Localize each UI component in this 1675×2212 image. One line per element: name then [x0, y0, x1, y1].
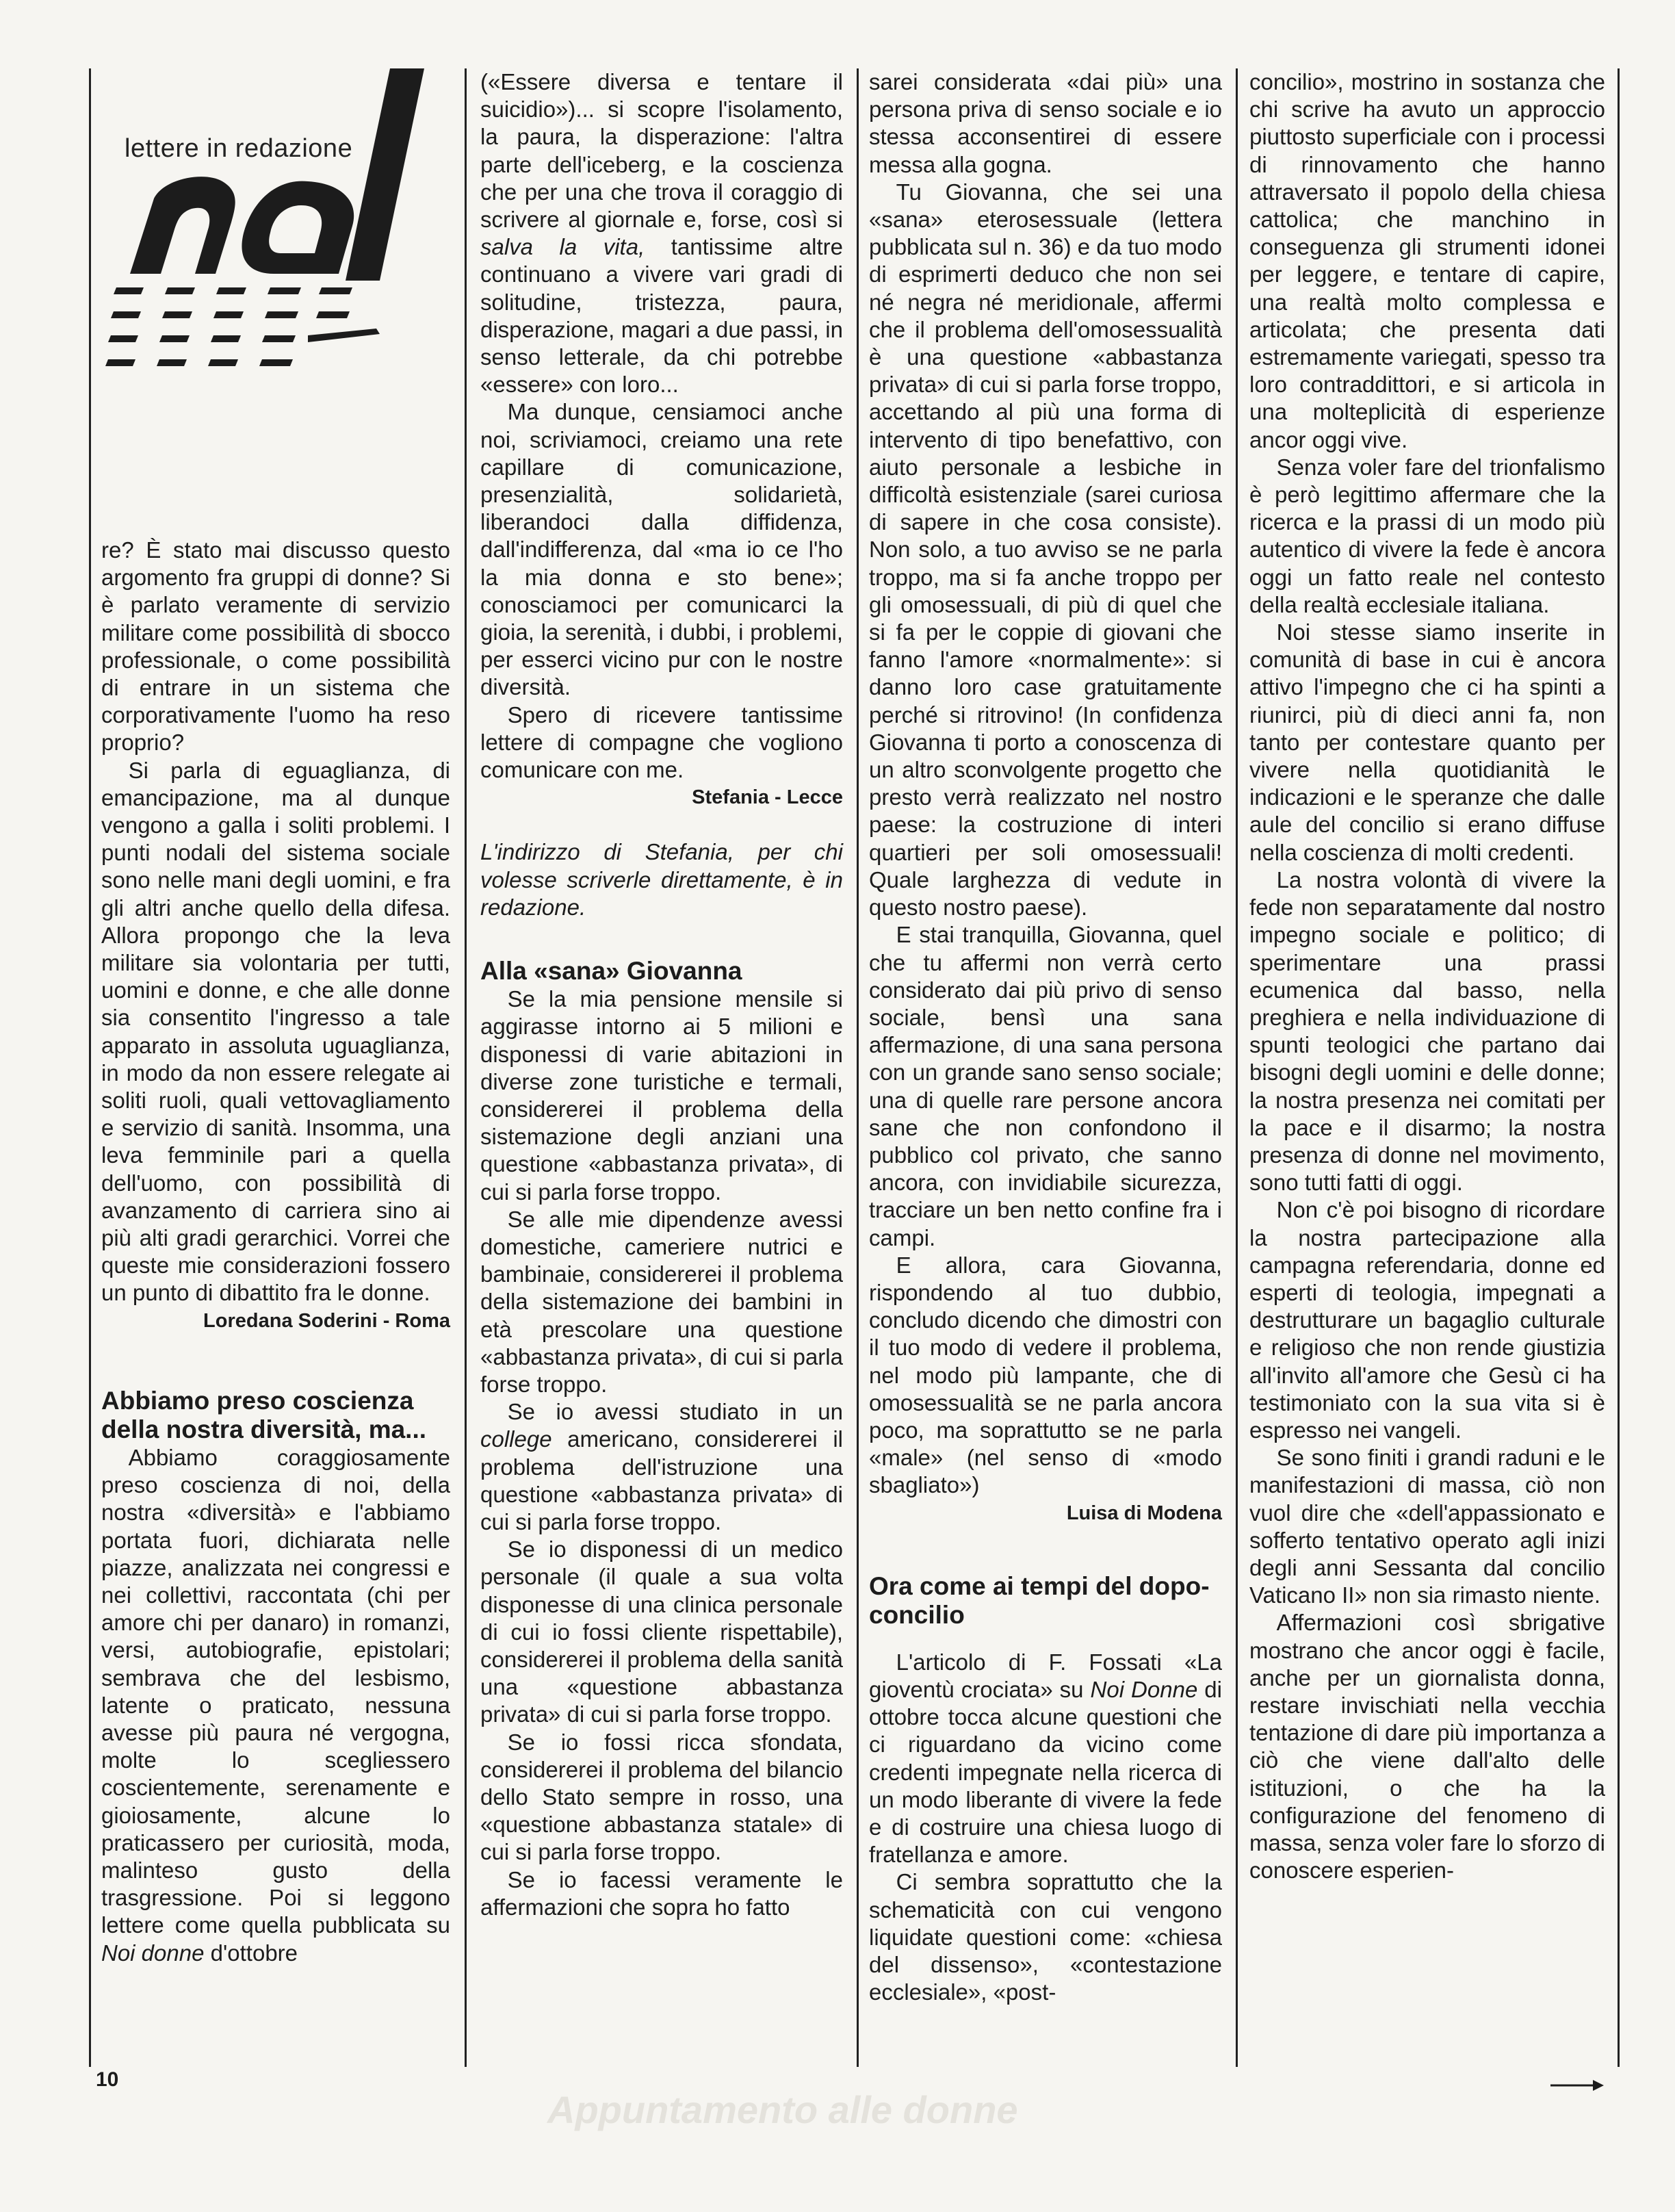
letter3-text: Se io fossi ricca sfondata, considererei il problema del bilancio dello Stato sempre in rosso, una «questione abbastanza statale» di cui si parla forse troppo. — [480, 1729, 843, 1865]
section-logo — [103, 68, 424, 390]
letter3-text: Se io facessi veramente le affermazioni che sopra ho fatto — [480, 1866, 843, 1920]
column-2 — [480, 68, 843, 1921]
editor-note: L'indirizzo di Stefania, per chi volesse scriverle direttamente, è in redazione. — [480, 839, 843, 920]
letter4-text: Affermazioni così sbrigative mostrano che ancor oggi è facile, anche per un giornalista donna, restare invischiati nella vecchia tentazione di dare più importanza a ciò che viene dall'alto delle istituzioni, o che ha la configurazione del fenomeno di massa, senza voler fare lo sforzo di conoscere esperien- — [1249, 1610, 1605, 1883]
letter4-text: Noi stesse siamo inserite in comunità di base in cui è ancora attivo l'impegno che ci ha spinti a riunirci, più di dieci anni fa, non tanto per contestare quanto per vivere nella quotidianità le indicazioni e le speranze che dalle aule del concilio si erano diffuse nella coscienza di molti credenti. — [1249, 619, 1605, 865]
letter3-text: Se io avessi studiato in un college americano, considererei il problema dell'istruzione una questione «abbastanza privata» di cui si parla forse troppo. — [480, 1399, 843, 1534]
letter4-text: La nostra volontà di vivere la fede non separatamente dal nostro impegno sociale e politico; di sperimentare una prassi ecumenica dal basso, nella preghiera e nella individuazione di spunti teologici che partano dai bisogni degli uomini e delle donne; la nostra presenza nei comitati per la pace e il disarmo; la nostra presenza di donne nel movimento, sono tutti fatti di oggi. — [1249, 866, 1605, 1196]
column-rule-1 — [465, 68, 467, 2067]
column-1 — [101, 537, 450, 1967]
letter1-text: re? È stato mai discusso questo argomento fra gruppi di donne? Si è parlato veramente di servizio militare come possibilità di sbocco professionale, o come possibilità di entrare in un sistema che corporativamente l'uomo ha reso proprio? — [101, 537, 450, 756]
column-rule-3 — [1236, 68, 1238, 2067]
letter1-text: Si parla di eguaglianza, di emancipazione, ma al dunque vengono a galla i soliti problemi. I punti nodali del sistema sociale sono nelle mani degli uomini, e fra gli altri anche quello della difesa. Allora propongo che la leva militare sia volontaria per tutti, uomini e donne, e che alle donne sia consentito l'ingresso a tale apparato in assoluta uguaglianza, in modo da non essere relegate ai soliti ruoli, quali vettovagliamento e servizio di sanità. Insomma, una leva femminile pari a quella dell'uomo, con possibilità di avanzamento di carriera sino ai più alti gradi gerarchici. Vorrei che queste mie considerazioni fossero un punto di dibattito fra le donne. — [101, 757, 450, 1306]
page-number: 10 — [96, 2068, 119, 2091]
letter2-text: Abbiamo coraggiosamente preso coscienza di noi, della nostra «diversità» e l'abbiamo portata fuori, dichiarata nelle piazze, analizzata nei congressi e nei collettivi, raccontata (chi per amore chi per danaro) in romanzi, versi, autobiografie, epistolari; sembrava che del lesbismo, latente o praticato, nessuna avesse più paura né vergogna, molte lo scegliessero coscientemente, serenamente e gioiosamente, alcune lo praticassero per curiosità, moda, malinteso gusto della trasgressione. Poi si leggono lettere come quella pubblicata su Noi donne d'ottobre — [101, 1444, 450, 1966]
continue-arrow-icon — [1550, 2077, 1605, 2094]
letter3-text: Se la mia pensione mensile si aggirasse intorno ai 5 milioni e disponessi di varie abitazioni in diverse zone turistiche e termali, considererei il problema della sistemazione degli anziani una questione «abbastanza privata», di cui si parla forse troppo. — [480, 986, 843, 1205]
letter3-text: Se io disponessi di un medico personale (il quale a sua volta disponesse di una clinica personale di cui io fossi cliente rispettabile), considererei il problema della sanità una «questione abbastanza privata» di cui si parla forse troppo. — [480, 1536, 843, 1727]
letter2-signature: Stefania - Lecce — [692, 786, 843, 809]
letter2-title: Abbiamo preso coscienza della nostra diversità, ma... — [101, 1386, 427, 1443]
column-4 — [1249, 68, 1605, 1884]
letter3-text: Tu Giovanna, che sei una «sana» eterosessuale (lettera pubblicata sul n. 36) e da tuo modo di esprimerti deduco che non sei né negra né meridionale, affermi che il problema dell'omosessualità è una questione «abbastanza privata» di cui si parla forse troppo, accettando al più una forma di intervento di tipo benefattivo, con aiuto personale a lesbiche in difficoltà esistenziale (sarei curiosa di sapere in che cosa consiste). Non solo, a tuo avviso se ne parla troppo, ma si fa anche troppo per gli omosessuali, di più di quel che si fa per le coppie di giovani che fanno l'amore «normalmente»: si danno loro case gratuitamente perché si ritrovino! (In confidenza Giovanna ti porto a conoscenza di un altro sconvolgente progetto che presto verrà realizzato nel nostro paese: la costruzione di interi quartieri per soli omosessuali! Quale larghezza di vedute in questo nostro paese). — [869, 179, 1222, 921]
column-rule-2 — [857, 68, 859, 2067]
letter3-title: Alla «sana» Giovanna — [480, 957, 742, 986]
letter4-text: concilio», mostrino in sostanza che chi scrive ha avuto un approccio piuttosto superficiale con i processi di rinnovamento che hanno attraversato il popolo della chiesa cattolica; che manchino in conseguenza gli strumenti idonei per leggere, e tentare di capire, una realtà molto complessa e articolata; che presenta dati estremamente variegati, spesso tra loro contraddittori, e si articola in una molteplicità di esperienze ancor oggi vive. — [1249, 69, 1605, 452]
letter4-text: Ci sembra soprattutto che la schematicità con cui vengono liquidate questioni come: «chiesa del dissenso», «contestazione ecclesiale», «post- — [869, 1869, 1222, 2005]
letter1-signature: Loredana Soderini - Roma — [203, 1309, 450, 1332]
letter3-text: E stai tranquilla, Giovanna, quel che tu affermi non verrà certo considerato dai più privo di senso sociale, bensì una sana affermazione, di una sana persona con un grande sano senso sociale; una di quelle rare persone ancora sane che non confondono il pubblico col privato, che sanno ancora, con invidiabile sicurezza, tracciare un ben netto confine fra i campi. — [869, 922, 1222, 1250]
letter4-text: Non c'è poi bisogno di ricordare la nostra partecipazione alla campagna referendaria, donne ed esperti di teologia, impegnati a destrutturare un bagaglio culturale e religioso che non rende giustizia all'invito all'amore che Gesù ci ha testimoniato con la sua vita si è espresso nei vangeli. — [1249, 1197, 1605, 1443]
column-rule-right — [1618, 68, 1620, 2067]
section-label: lettere in redazione — [125, 134, 353, 163]
show-through-text: Appuntamento alle donne — [547, 2088, 1018, 2131]
logo-stripes-icon — [103, 281, 424, 417]
letter4-title: Ora come ai tempi del dopo-concilio — [869, 1571, 1210, 1629]
column-rule-left — [89, 68, 91, 2067]
letter2-text: («Essere diversa e tentare il suicidio»)... si scopre l'isolamento, la paura, la disperazione: l'altra parte dell'iceberg, e la coscienza che per una che trova il coraggio di scrivere al giornale e, forse, così si salva la vita, tantissime altre continuano a vivere vari gradi di solitudine, tristezza, paura, disperazione, magari a due passi, in senso letterale, da chi potrebbe «essere» con loro... — [480, 69, 843, 398]
letter2-text: Spero di ricevere tantissime lettere di compagne che vogliono comunicare con me. — [480, 702, 843, 783]
letter2-text: Ma dunque, censiamoci anche noi, scriviamoci, creiamo una rete capillare di comunicazione, presenzialità, solidarietà, liberandoci dalla diffidenza, dall'indifferenza, dal «ma io ce l'ho la mia donna e sto bene»; conosciamoci per comunicarci la gioia, la serenità, i dubbi, i problemi, per esserci vicino pur con le nostre diversità. — [480, 399, 843, 700]
letter3-text: sarei considerata «dai più» una persona priva di senso sociale e io stessa acconsentirei di essere messa alla gogna. — [869, 69, 1222, 177]
letter4-text: Se sono finiti i grandi raduni e le manifestazioni di massa, ciò non vuol dire che «dell'appassionato e sofferto tentativo operato agli inizi degli anni Sessanta dal concilio Vaticano II» non sia rimasto niente. — [1249, 1445, 1605, 1608]
letter3-text: E allora, cara Giovanna, rispondendo al tuo dubbio, concludo dicendo che dimostri con il tuo modo di vedere il problema, nel modo più lampante, che di omosessualità se ne parla ancora poco, ma soprattutto se ne parla «male» (nel senso di «modo sbagliato») — [869, 1252, 1222, 1498]
letter4-text: L'articolo di F. Fossati «La gioventù crociata» su Noi Donne di ottobre tocca alcune questioni che ci riguardano da vicino come credenti impegnate nella ricerca di un modo liberante di vivere la fede e di costruire una chiesa luogo di fratellanza e amore. — [869, 1649, 1222, 1868]
letter4-text: Senza voler fare del trionfalismo è però legittimo affermare che la ricerca e la prassi di un modo più autentico di vivere la fede è ancora oggi un fatto reale nel contesto della realtà ecclesiale italiana. — [1249, 454, 1605, 617]
letter3-signature: Luisa di Modena — [1066, 1502, 1222, 1524]
letter3-text: Se alle mie dipendenze avessi domestiche, cameriere nutrici e bambinaie, considererei il problema della sistemazione dei bambini in età prescolare una questione «abbastanza privata», di cui si parla forse troppo. — [480, 1206, 843, 1397]
column-3 — [869, 68, 1222, 2006]
